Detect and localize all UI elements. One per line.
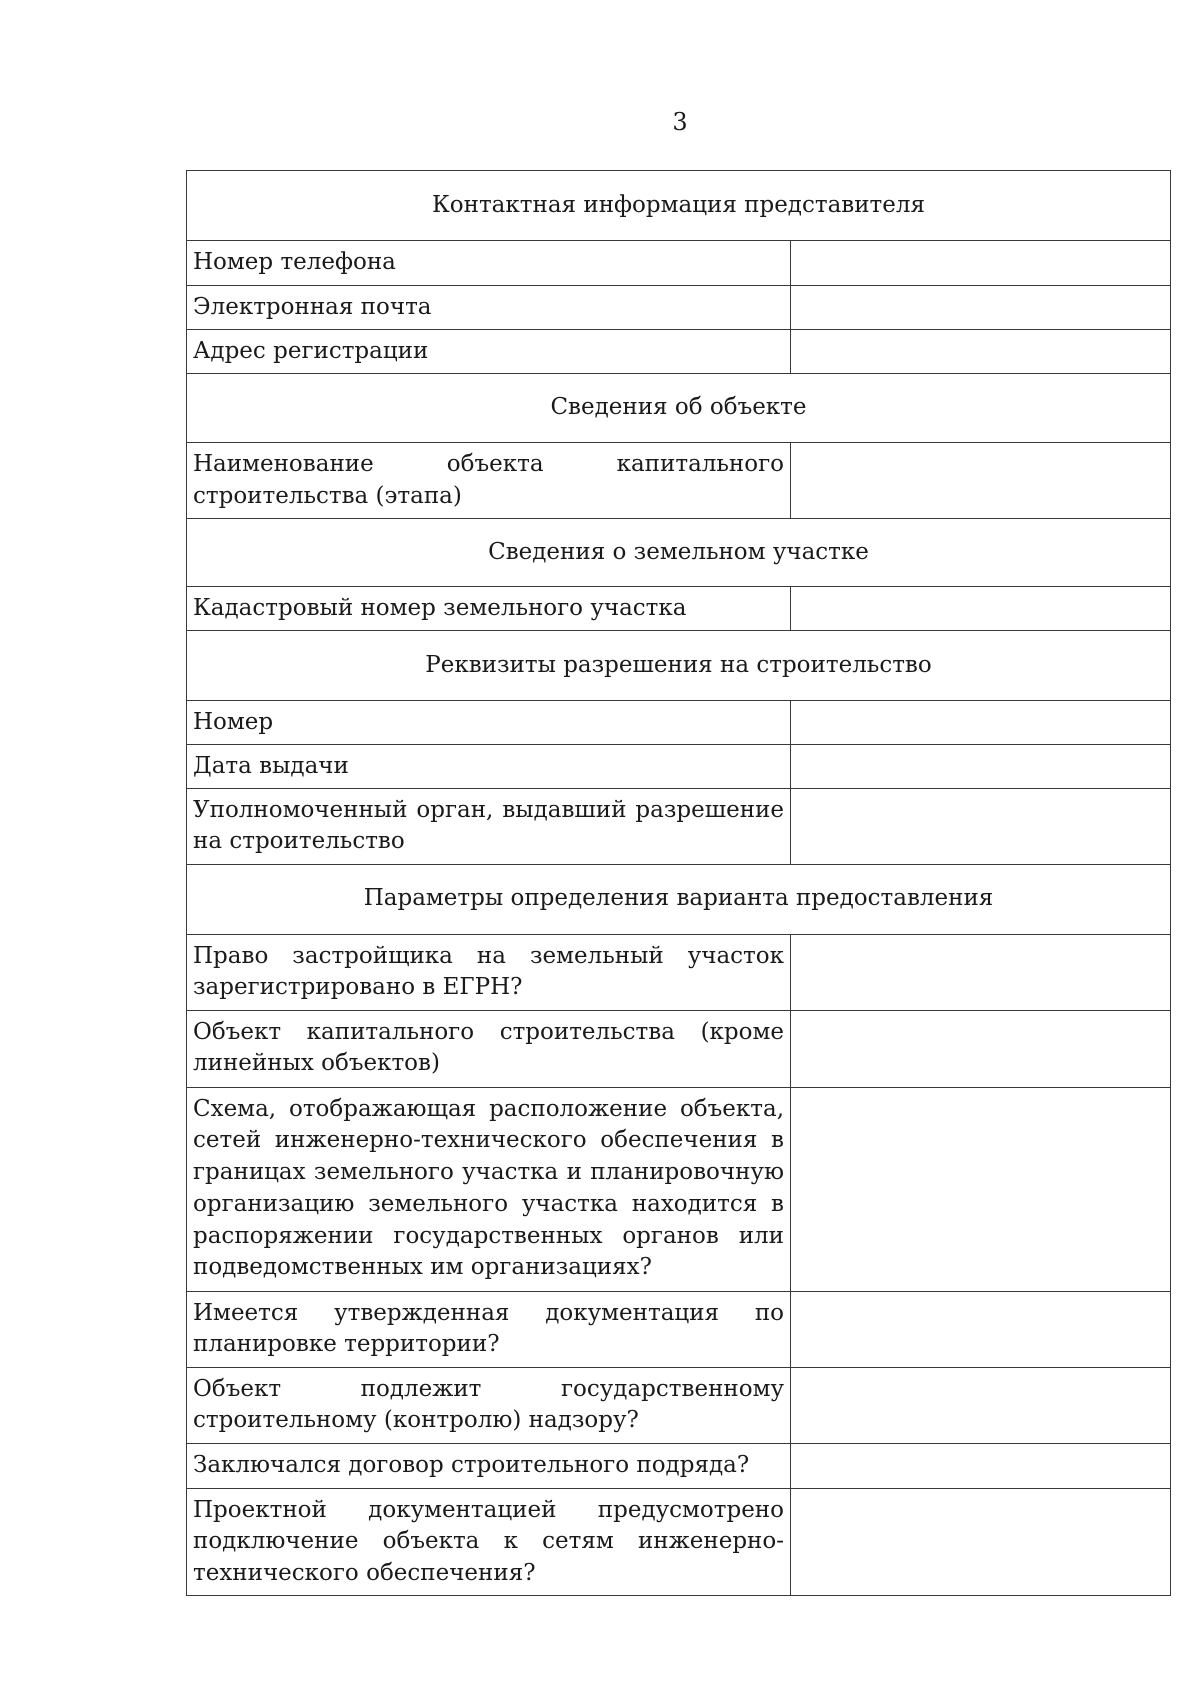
section-header-row (187, 171, 1171, 241)
field-value-construction-contract[interactable] (791, 1443, 1171, 1488)
form-row (187, 934, 1171, 1010)
field-value-email[interactable] (791, 286, 1171, 330)
form-row (187, 443, 1171, 519)
form-row (187, 1367, 1171, 1443)
field-value-state-supervision[interactable] (791, 1367, 1171, 1443)
field-value-capital-object[interactable] (791, 1010, 1171, 1087)
form-row (187, 587, 1171, 631)
field-label-site-scheme: Схема, отображающая расположение объекта, сетей инженерно-технического обеспечения в границах земельного участка и планировочную организацию земельного участка находится в распоряжении государственных органов или подведомственных им организациях? (187, 1087, 791, 1291)
section-title-parameters: Параметры определения варианта предоставления (187, 864, 1171, 934)
section-title-object: Сведения об объекте (187, 374, 1171, 443)
section-title-contact: Контактная информация представителя (187, 171, 1171, 241)
field-label-email: Электронная почта (187, 286, 791, 330)
form-row (187, 788, 1171, 864)
form-row (187, 744, 1171, 788)
field-label-construction-contract: Заключался договор строительного подряда? (187, 1443, 791, 1488)
field-label-permit-number: Номер (187, 701, 791, 745)
field-label-egrn-right: Право застройщика на земельный участок зарегистрировано в ЕГРН? (187, 934, 791, 1010)
field-value-planning-documentation[interactable] (791, 1291, 1171, 1367)
field-label-phone: Номер телефона (187, 241, 791, 286)
form-row (187, 1488, 1171, 1595)
field-value-network-connection[interactable] (791, 1488, 1171, 1595)
form-row (187, 286, 1171, 330)
field-value-issuing-authority[interactable] (791, 788, 1171, 864)
field-value-phone[interactable] (791, 241, 1171, 286)
application-form-table (186, 170, 1171, 1596)
form-row (187, 330, 1171, 374)
field-label-registration-address: Адрес регистрации (187, 330, 791, 374)
form-row (187, 1443, 1171, 1488)
field-label-issue-date: Дата выдачи (187, 744, 791, 788)
field-value-site-scheme[interactable] (791, 1087, 1171, 1291)
form-row (187, 1291, 1171, 1367)
form-row (187, 1010, 1171, 1087)
section-header-row (187, 519, 1171, 587)
field-value-permit-number[interactable] (791, 701, 1171, 745)
field-label-issuing-authority: Уполномоченный орган, выдавший разрешение на строительство (187, 788, 791, 864)
field-value-registration-address[interactable] (791, 330, 1171, 374)
section-header-row (187, 374, 1171, 443)
form-row (187, 1087, 1171, 1291)
field-value-cadastral-number[interactable] (791, 587, 1171, 631)
page-number: 3 (672, 108, 688, 136)
section-header-row (187, 864, 1171, 934)
field-label-network-connection: Проектной документацией предусмотрено подключение объекта к сетям инженерно-технического обеспечения? (187, 1488, 791, 1595)
field-label-cadastral-number: Кадастровый номер земельного участка (187, 587, 791, 631)
section-title-land-plot: Сведения о земельном участке (187, 519, 1171, 587)
form-row (187, 701, 1171, 745)
field-value-issue-date[interactable] (791, 744, 1171, 788)
form-row (187, 241, 1171, 286)
field-label-state-supervision: Объект подлежит государственному строительному (контролю) надзору? (187, 1367, 791, 1443)
field-value-egrn-right[interactable] (791, 934, 1171, 1010)
field-label-capital-object: Объект капитального строительства (кроме линейных объектов) (187, 1010, 791, 1087)
section-header-row (187, 631, 1171, 701)
section-title-permit: Реквизиты разрешения на строительство (187, 631, 1171, 701)
field-label-object-name: Наименование объекта капитального строительства (этапа) (187, 443, 791, 519)
field-value-object-name[interactable] (791, 443, 1171, 519)
field-label-planning-documentation: Имеется утвержденная документация по планировке территории? (187, 1291, 791, 1367)
